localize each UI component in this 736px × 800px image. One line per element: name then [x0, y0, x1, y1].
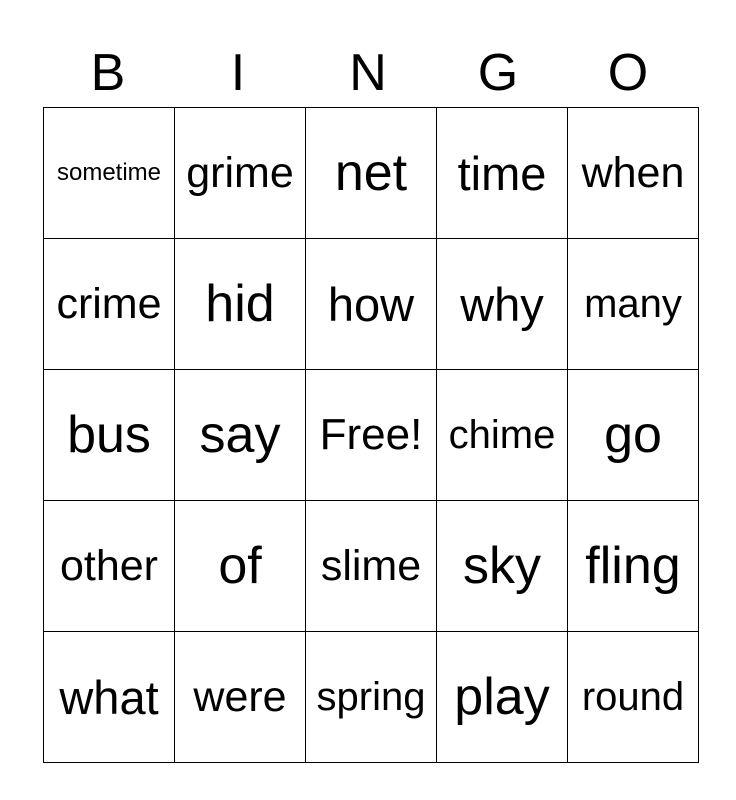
bingo-cell: chime — [437, 370, 568, 501]
header-letter-i: I — [230, 44, 246, 102]
board-row-1 — [44, 108, 699, 239]
header-letter-o: O — [607, 44, 649, 102]
bingo-cell: hid — [175, 239, 306, 370]
bingo-cell: play — [437, 632, 568, 763]
bingo-cell: say — [175, 370, 306, 501]
bingo-cell: how — [306, 239, 437, 370]
bingo-board — [43, 107, 699, 763]
bingo-cell: many — [568, 239, 699, 370]
bingo-cell: slime — [306, 501, 437, 632]
bingo-cell: sky — [437, 501, 568, 632]
bingo-cell: other — [44, 501, 175, 632]
bingo-cell: spring — [306, 632, 437, 763]
bingo-cell: crime — [44, 239, 175, 370]
bingo-cell: go — [568, 370, 699, 501]
header-letter-n: N — [349, 44, 387, 102]
bingo-cell: of — [175, 501, 306, 632]
bingo-cell: what — [44, 632, 175, 763]
board-row-2 — [44, 239, 699, 370]
board-row-4 — [44, 501, 699, 632]
bingo-cell: fling — [568, 501, 699, 632]
bingo-cell: were — [175, 632, 306, 763]
bingo-cell: time — [437, 108, 568, 239]
header-letter-g: G — [477, 44, 519, 102]
board-row-5 — [44, 632, 699, 763]
bingo-cell: sometime — [44, 108, 175, 239]
bingo-cell: round — [568, 632, 699, 763]
bingo-cell: net — [306, 108, 437, 239]
header-letter-b: B — [90, 44, 126, 102]
bingo-header — [43, 40, 693, 106]
bingo-cell: grime — [175, 108, 306, 239]
bingo-cell: when — [568, 108, 699, 239]
bingo-cell: why — [437, 239, 568, 370]
bingo-cell: bus — [44, 370, 175, 501]
free-space-cell: Free! — [306, 370, 437, 501]
board-row-3 — [44, 370, 699, 501]
